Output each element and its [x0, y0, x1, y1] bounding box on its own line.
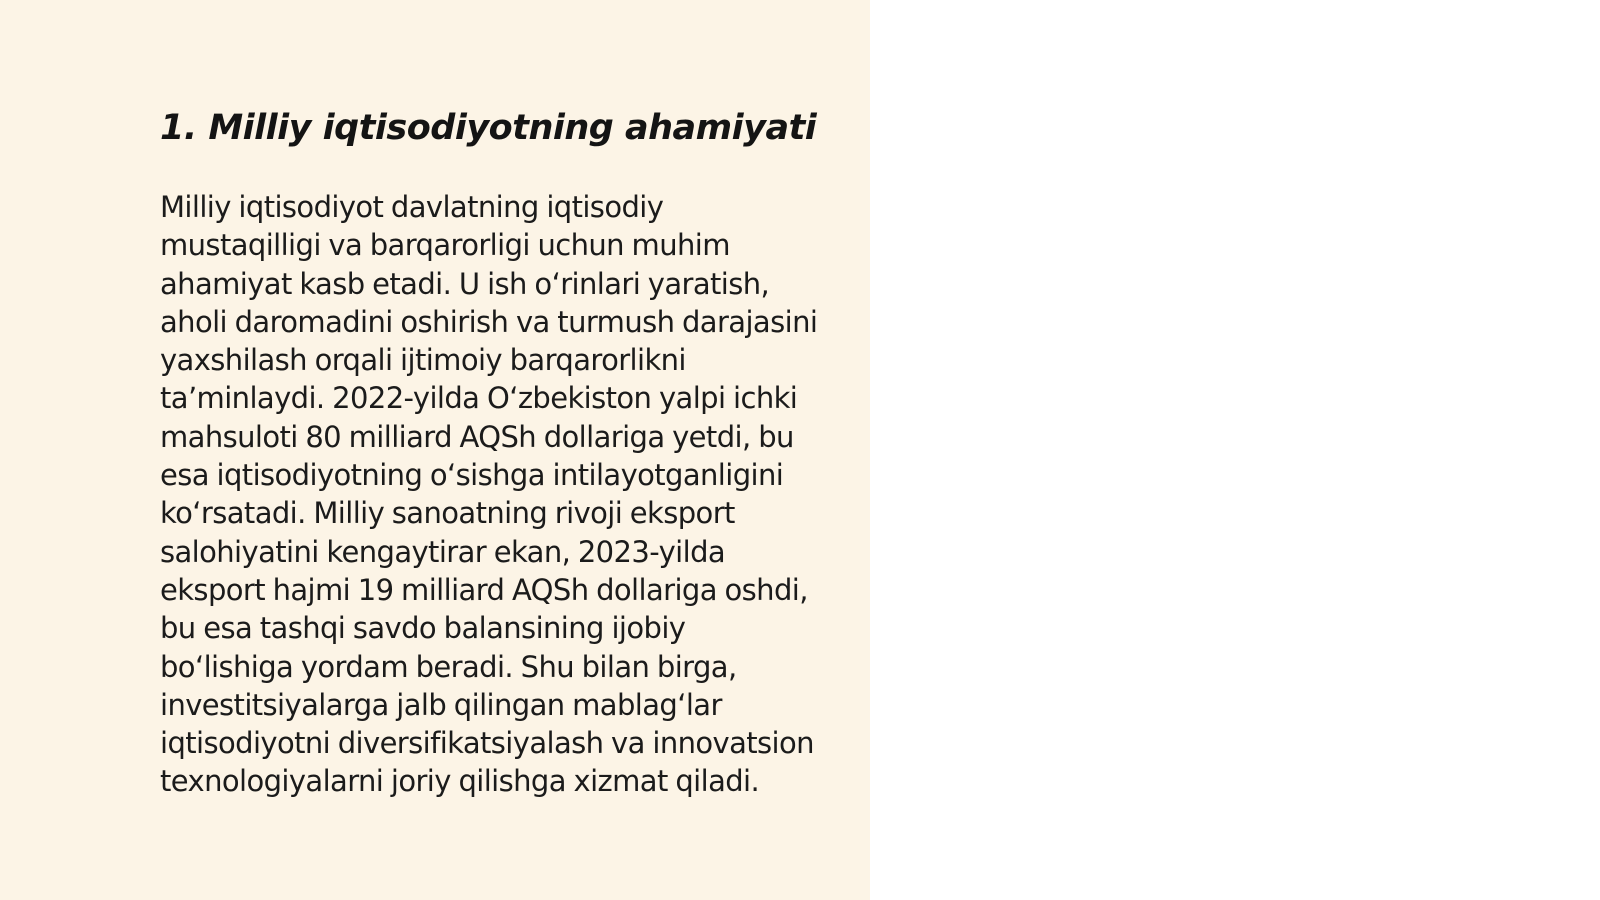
slide-title: 1. Milliy iqtisodiyotning ahamiyati: [160, 108, 817, 148]
slide-content: [160, 104, 820, 801]
slide-body-text: Milliy iqtisodiyot davlatning iqtisodiy mustaqilligi va barqarorligi uchun muhim ahamiyat kasb etadi. U ish o‘rinlari yaratish, aholi daromadini oshirish va turmush darajasini yaxshilash orqali ijtimoiy barqarorlikni ta’minlaydi. 2022-yilda O‘zbekiston yalpi ichki mahsuloti 80 milliard AQSh dollariga yetdi, bu esa iqtisodiyotning o‘sishga intilayotganligini ko‘rsatadi. Milliy sanoatning rivoji eksport salohiyatini kengaytirar ekan, 2023-yilda eksport hajmi 19 milliard AQSh dollariga oshdi, bu esa tashqi savdo balansining ijobiy bo‘lishiga yordam beradi. Shu bilan birga, investitsiyalarga jalb qilingan mablag‘lar iqtisodiyotni diversifikatsiyalash va innovatsion texnologiyalarni joriy qilishga xizmat qiladi.: [160, 190, 818, 799]
